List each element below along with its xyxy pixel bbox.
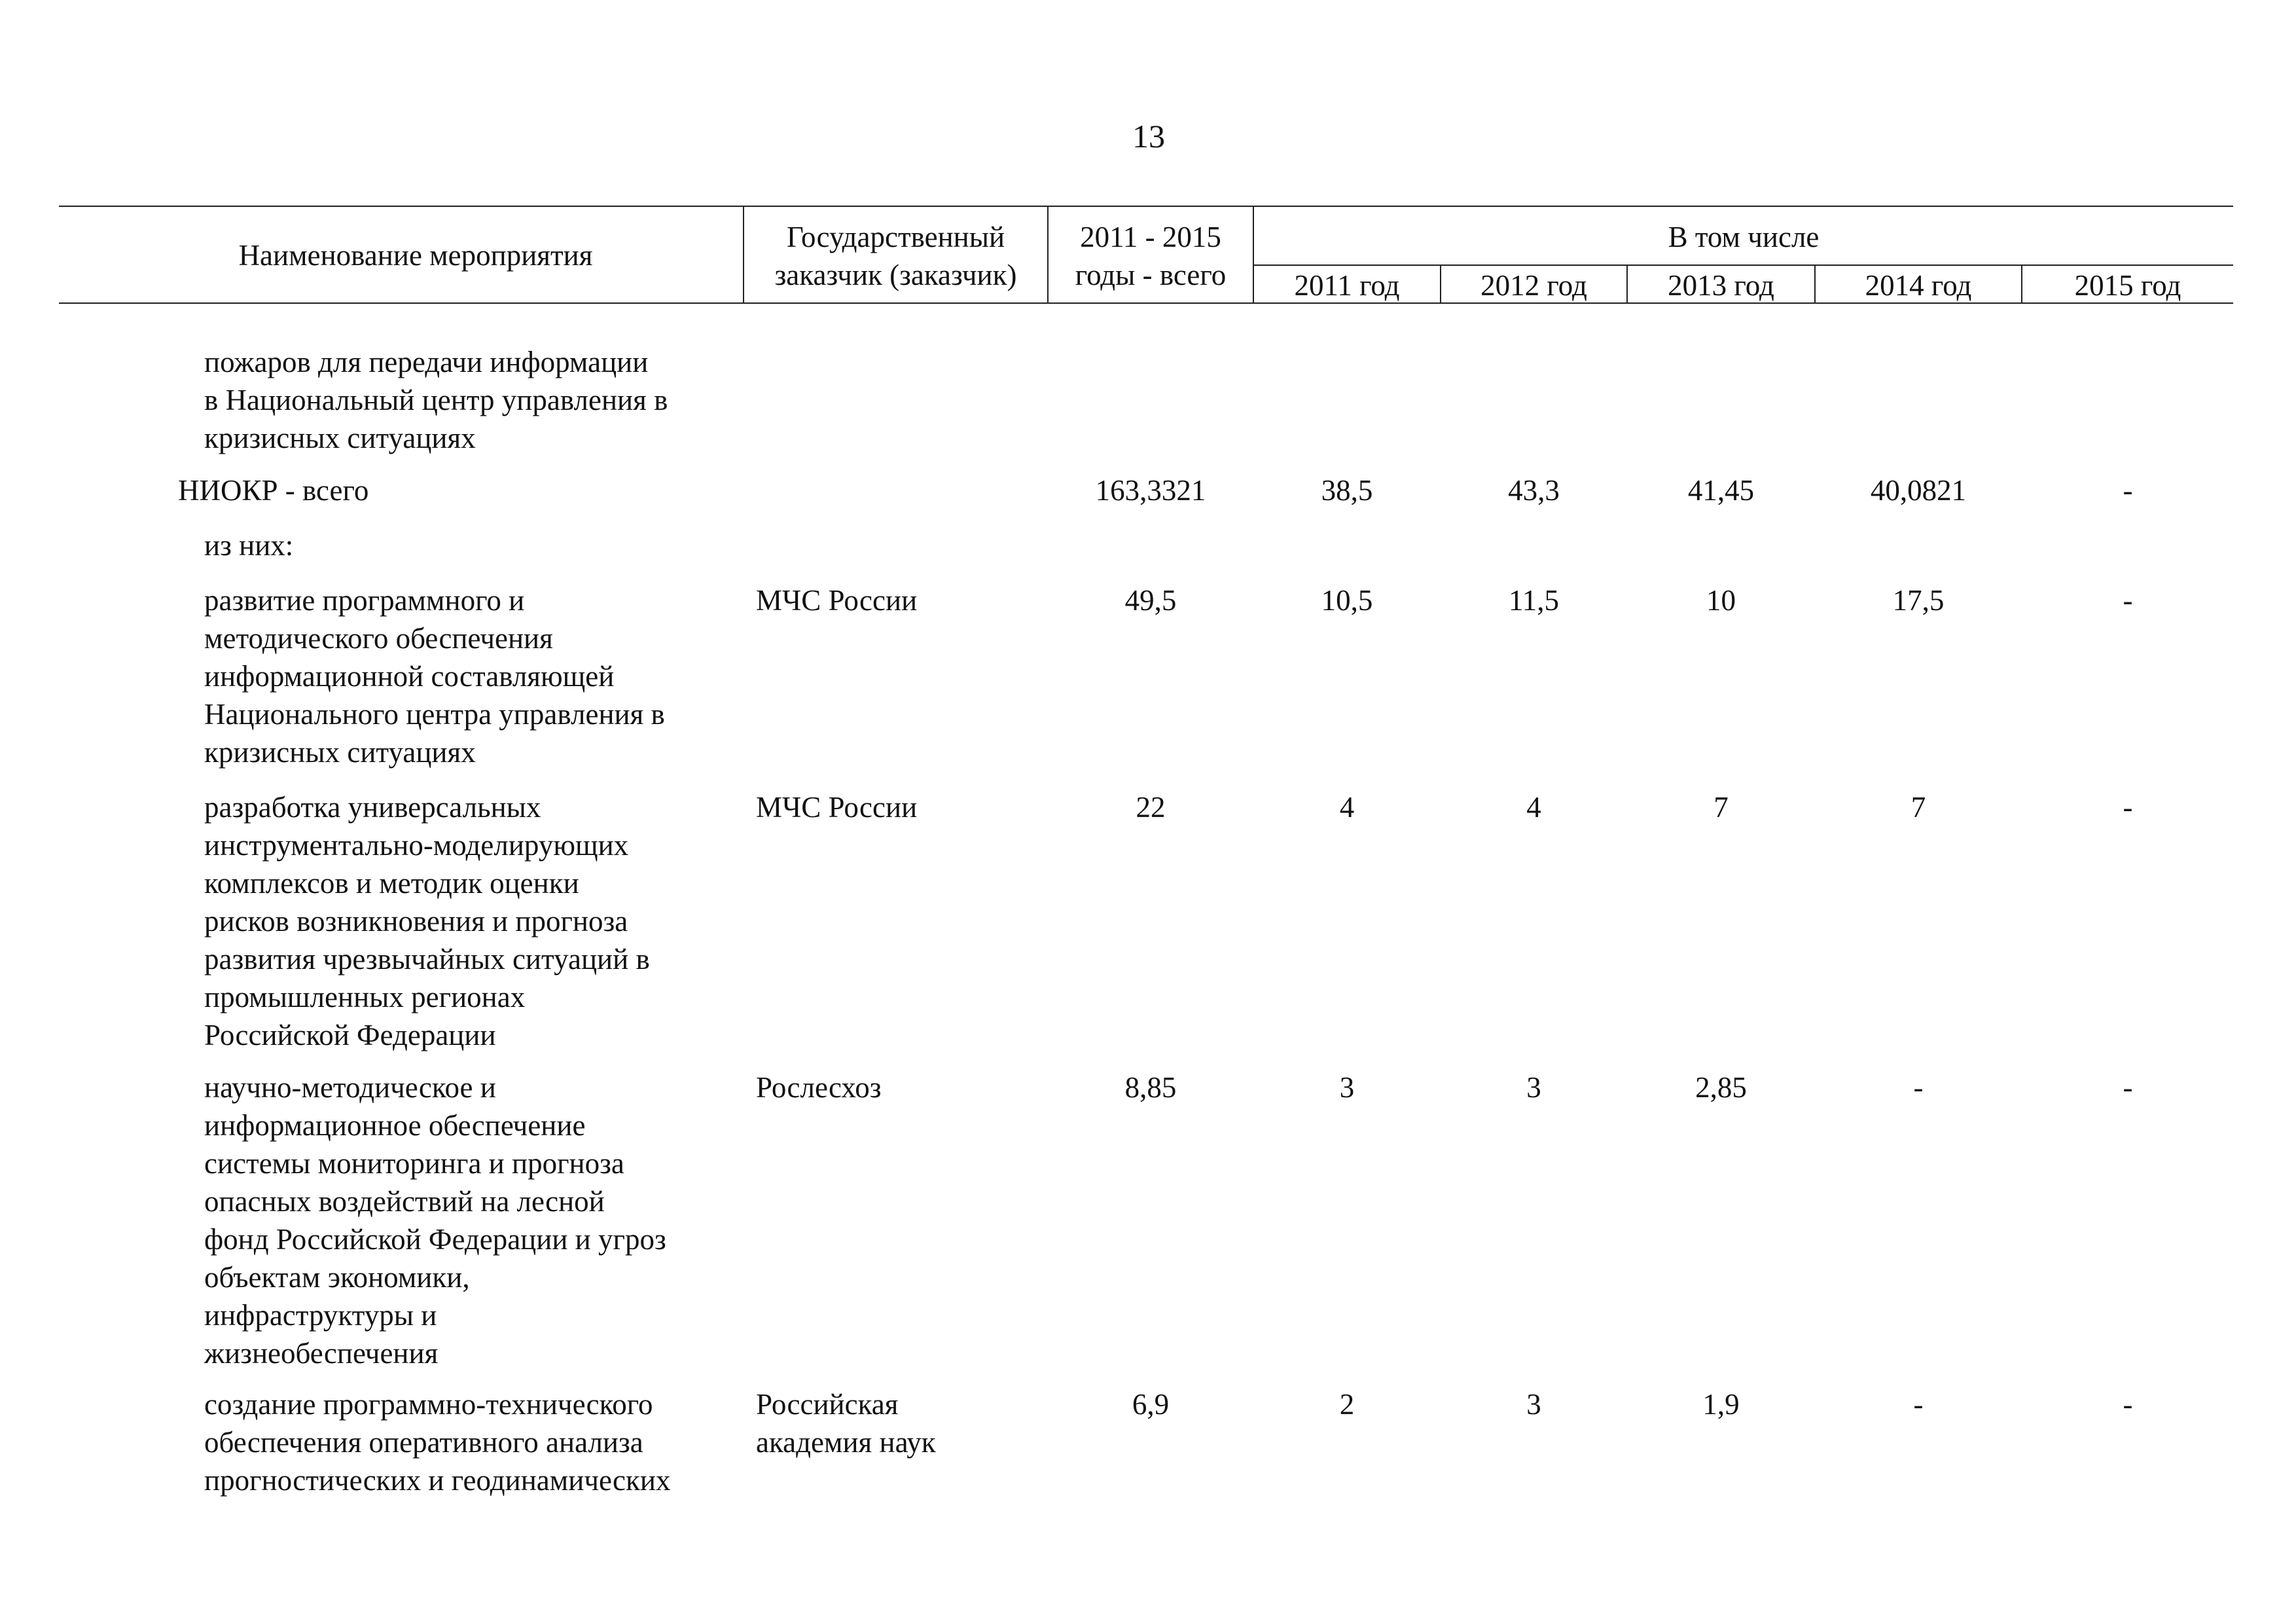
row-0-name: пожаров для передачи информации в Национальный центр управления в кризисных ситуациях bbox=[204, 346, 668, 454]
row-2-name: из них: bbox=[204, 529, 294, 562]
row-6-2015: - bbox=[2123, 1388, 2133, 1421]
row-1-2012: 43,3 bbox=[1508, 474, 1560, 507]
row-4-customer: МЧС России bbox=[756, 791, 918, 824]
row-5-2011: 3 bbox=[1339, 1071, 1355, 1104]
row-4-2012: 4 bbox=[1526, 791, 1541, 824]
row-4-2013: 7 bbox=[1713, 791, 1729, 824]
row-5-2012: 3 bbox=[1526, 1071, 1541, 1104]
row-1-name: НИОКР - всего bbox=[178, 474, 369, 507]
row-6-2013: 1,9 bbox=[1702, 1388, 1740, 1421]
row-3-name: развитие программного и методического обеспечения информационной составляющей Национального центра управления в кризисных ситуациях bbox=[204, 584, 665, 769]
row-1-total: 163,3321 bbox=[1095, 474, 1206, 507]
header-year-2015: 2015 год bbox=[2074, 269, 2181, 302]
row-1-2014: 40,0821 bbox=[1870, 474, 1967, 507]
row-3-2012: 11,5 bbox=[1508, 584, 1560, 617]
row-1-2013: 41,45 bbox=[1687, 474, 1755, 507]
row-4-2014: 7 bbox=[1910, 791, 1926, 824]
row-6-total: 6,9 bbox=[1132, 1388, 1170, 1421]
row-6-2012: 3 bbox=[1526, 1388, 1541, 1421]
header-sub-rule bbox=[1253, 264, 2233, 266]
header-year-2014: 2014 год bbox=[1865, 269, 1972, 302]
row-6-2014: - bbox=[1913, 1388, 1924, 1421]
row-6-name: создание программно-технического обеспечения оперативного анализа прогностических и геодинамических bbox=[204, 1388, 671, 1497]
row-3-2011: 10,5 bbox=[1321, 584, 1373, 617]
row-3-2013: 10 bbox=[1706, 584, 1736, 617]
row-4-2011: 4 bbox=[1339, 791, 1355, 824]
row-6-customer: Российская академия наук bbox=[756, 1388, 936, 1459]
row-6-2011: 2 bbox=[1339, 1388, 1355, 1421]
header-name: Наименование мероприятия bbox=[238, 239, 593, 272]
row-4-2015: - bbox=[2123, 791, 2133, 824]
header-total-line2: годы - всего bbox=[1075, 259, 1227, 291]
row-5-2015: - bbox=[2123, 1071, 2133, 1104]
header-customer-line2: заказчик (заказчик) bbox=[774, 259, 1017, 291]
row-5-2014: - bbox=[1913, 1071, 1924, 1104]
row-1-2011: 38,5 bbox=[1321, 474, 1373, 507]
row-5-total: 8,85 bbox=[1124, 1071, 1177, 1104]
row-3-2014: 17,5 bbox=[1892, 584, 1945, 617]
row-5-2013: 2,85 bbox=[1695, 1071, 1747, 1104]
header-including: В том числе bbox=[1668, 221, 1820, 253]
row-3-2015: - bbox=[2123, 584, 2133, 617]
header-year-2012: 2012 год bbox=[1480, 269, 1587, 302]
header-year-2011: 2011 год bbox=[1294, 269, 1400, 302]
header-customer-line1: Государственный bbox=[786, 221, 1005, 253]
row-3-total: 49,5 bbox=[1124, 584, 1177, 617]
row-5-customer: Рослесхоз bbox=[756, 1071, 882, 1104]
header-top-rule bbox=[59, 206, 2233, 207]
row-4-name: разработка универсальных инструментально-моделирующих комплексов и методик оценки рисков возникновения и прогноза развития чрезвычайных ситуаций в промышленных регионах Российской Федерации bbox=[204, 791, 650, 1051]
row-5-name: научно-методическое и информационное обеспечение системы мониторинга и прогноза опасных воздействий на лесной фонд Российской Федерации и угроз объектам экономики, инфраструктуры и жизнеобеспечения bbox=[204, 1071, 666, 1370]
row-3-customer: МЧС России bbox=[756, 584, 918, 617]
header-year-2013: 2013 год bbox=[1668, 269, 1774, 302]
page-number: 13 bbox=[1132, 118, 1165, 155]
header-total-line1: 2011 - 2015 bbox=[1080, 221, 1221, 253]
row-4-total: 22 bbox=[1136, 791, 1166, 824]
row-1-2015: - bbox=[2123, 474, 2133, 507]
